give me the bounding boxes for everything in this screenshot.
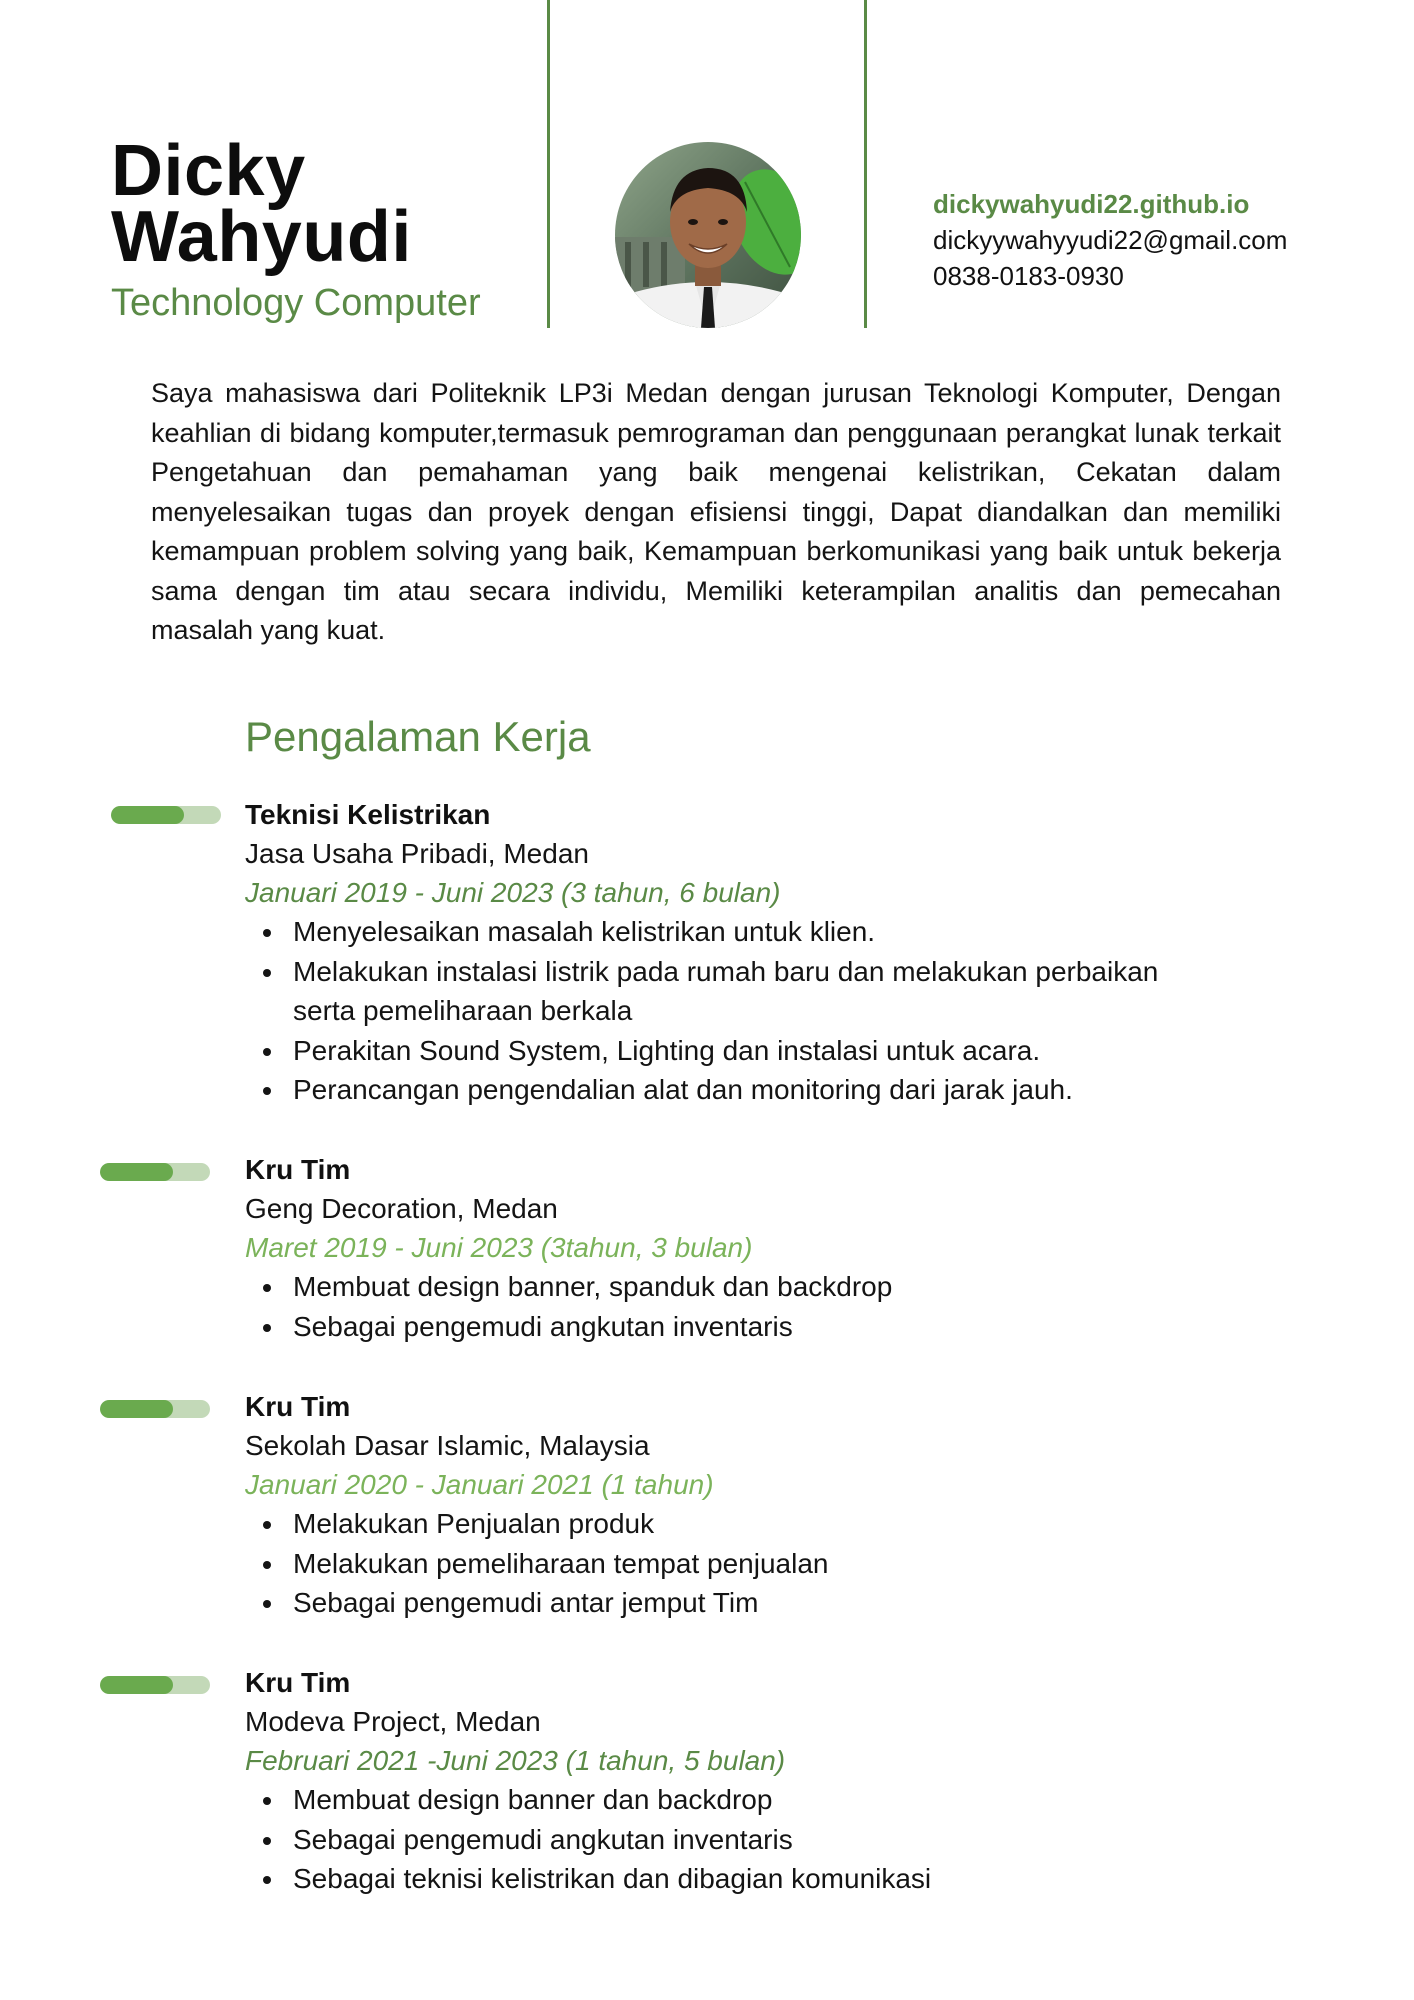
- job-company: Jasa Usaha Pribadi, Medan: [245, 838, 589, 869]
- job-duty: Sebagai pengemudi angkutan inventaris: [293, 1820, 1233, 1860]
- experience-bar-fill: [100, 1400, 173, 1418]
- job-period: Januari 2020 - Januari 2021 (1 tahun): [245, 1469, 714, 1500]
- job-title: Kru Tim: [245, 1667, 351, 1698]
- experience-bar: [100, 1163, 210, 1181]
- job-title: Teknisi Kelistrikan: [245, 799, 491, 830]
- job-duties: [245, 1267, 1233, 1346]
- job-title: Kru Tim: [245, 1154, 351, 1185]
- job-duty: Melakukan instalasi listrik pada rumah baru dan melakukan perbaikan serta pemeliharaan berkala: [293, 952, 1193, 1031]
- job-duty: Sebagai pengemudi angkutan inventaris: [293, 1307, 1233, 1347]
- job-period: Januari 2019 - Juni 2023 (3 tahun, 6 bulan): [245, 877, 781, 908]
- profile-summary: Saya mahasiswa dari Politeknik LP3i Medan dengan jurusan Teknologi Komputer, Dengan keahlian di bidang komputer,termasuk pemrograman dan penggunaan perangkat lunak terkait Pengetahuan dan pemahaman yang baik mengenai kelistrikan, Cekatan dalam menyelesaikan tugas dan proyek dengan efisiensi tinggi, Dapat diandalkan dan memiliki kemampuan problem solving yang baik, Kemampuan berkomunikasi yang baik untuk bekerja sama dengan tim atau secara individu, Memiliki keterampilan analitis dan pemecahan masalah yang kuat.: [151, 378, 1281, 645]
- job-duties: [245, 1504, 1233, 1623]
- experience-bar: [100, 1400, 210, 1418]
- job-entry: [245, 1387, 1245, 1623]
- job-entry: [245, 1150, 1245, 1346]
- header-divider-right: [864, 0, 867, 328]
- job-company: Geng Decoration, Medan: [245, 1193, 558, 1224]
- job-duty: Melakukan Penjualan produk: [293, 1504, 1233, 1544]
- section-title-experience: Pengalaman Kerja: [245, 713, 591, 760]
- job-duty: Perakitan Sound System, Lighting dan instalasi untuk acara.: [293, 1031, 1233, 1071]
- profile-photo: [615, 142, 801, 328]
- website-link[interactable]: dickywahyudi22.github.io: [933, 189, 1250, 219]
- first-name: Dicky: [111, 131, 306, 211]
- job-duty: Sebagai pengemudi antar jemput Tim: [293, 1583, 1233, 1623]
- experience-bar-fill: [111, 806, 184, 824]
- job-duty: Melakukan pemeliharaan tempat penjualan: [293, 1544, 1233, 1584]
- job-company: Modeva Project, Medan: [245, 1706, 541, 1737]
- job-entry: [245, 1663, 1245, 1899]
- job-period: Maret 2019 - Juni 2023 (3tahun, 3 bulan): [245, 1232, 753, 1263]
- contact-block: [933, 186, 1287, 294]
- experience-bar: [100, 1676, 210, 1694]
- experience-bar-fill: [100, 1676, 173, 1694]
- job-duties: [245, 912, 1233, 1110]
- experience-bar: [111, 806, 221, 824]
- job-period: Februari 2021 -Juni 2023 (1 tahun, 5 bulan): [245, 1745, 786, 1776]
- job-duties: [245, 1780, 1233, 1899]
- last-name: Wahyudi: [111, 197, 412, 277]
- header-divider-left: [547, 0, 550, 328]
- job-title: Kru Tim: [245, 1391, 351, 1422]
- job-duty: Sebagai teknisi kelistrikan dan dibagian komunikasi: [293, 1859, 1233, 1899]
- job-duty: Menyelesaikan masalah kelistrikan untuk klien.: [293, 912, 1233, 952]
- job-duty: Membuat design banner dan backdrop: [293, 1780, 1233, 1820]
- candidate-name: [111, 131, 412, 277]
- phone-number: 0838-0183-0930: [933, 261, 1124, 291]
- job-duty: Membuat design banner, spanduk dan backdrop: [293, 1267, 1233, 1307]
- job-duty: Perancangan pengendalian alat dan monitoring dari jarak jauh.: [293, 1070, 1233, 1110]
- email-link[interactable]: dickyywahyyudi22@gmail.com: [933, 225, 1288, 255]
- experience-bar-fill: [100, 1163, 173, 1181]
- job-entry: [245, 795, 1245, 1110]
- job-company: Sekolah Dasar Islamic, Malaysia: [245, 1430, 650, 1461]
- job-role: Technology Computer: [111, 282, 481, 324]
